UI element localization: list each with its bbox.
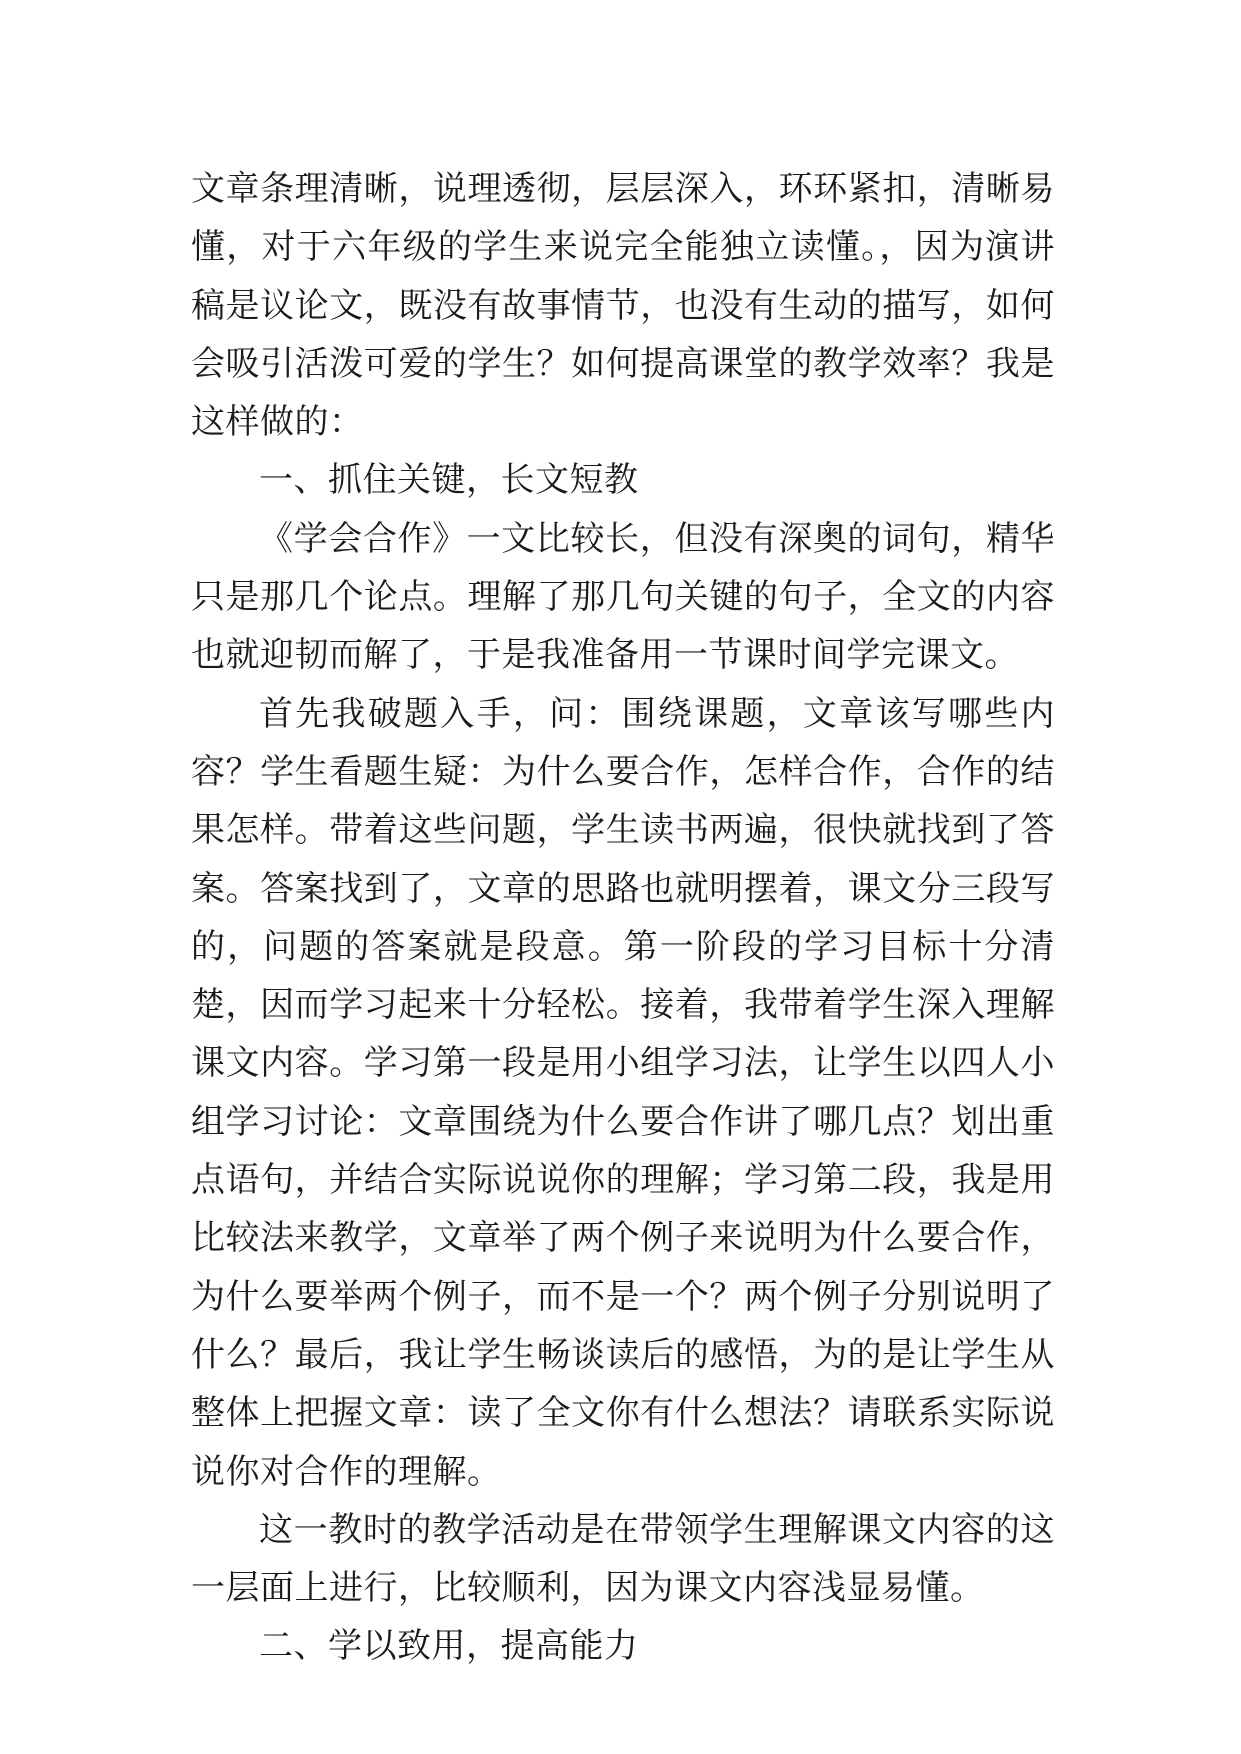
document-body	[191, 160, 1055, 1676]
section-heading-1: 一、抓住关键，长文短教	[259, 460, 639, 501]
section-heading-2: 二、学以致用，提高能力	[259, 1626, 639, 1667]
paragraph-key-points: 《学会合作》一文比较长，但没有深奥的词句，精华只是那几个论点。理解了那几句关键的句子，全文的内容也就迎韧而解了，于是我准备用一节课时间学完课文。	[191, 518, 1055, 676]
paragraph-intro: 文章条理清晰，说理透彻，层层深入，环环紧扣，清晰易懂，对于六年级的学生来说完全能独立读懂。，因为演讲稿是议论文，既没有故事情节，也没有生动的描写，如何会吸引活泼可爱的学生？如何提高课堂的教学效率？我是这样做的：	[191, 169, 1055, 443]
paragraph-summary: 这一教时的教学活动是在带领学生理解课文内容的这一层面上进行，比较顺利，因为课文内容浅显易懂。	[191, 1509, 1055, 1609]
paragraph-teaching-process: 首先我破题入手，问：围绕课题，文章该写哪些内容？学生看题生疑：为什么要合作，怎样合作，合作的结果怎样。带着这些问题，学生读书两遍，很快就找到了答案。答案找到了，文章的思路也就明摆着，课文分三段写的，问题的答案就是段意。第一阶段的学习目标十分清楚，因而学习起来十分轻松。接着，我带着学生深入理解课文内容。学习第一段是用小组学习法，让学生以四人小组学习讨论：文章围绕为什么要合作讲了哪几点？划出重点语句，并结合实际说说你的理解；学习第二段，我是用比较法来教学，文章举了两个例子来说明为什么要合作，为什么要举两个例子，而不是一个？两个例子分别说明了什么？最后，我让学生畅谈读后的感悟，为的是让学生从整体上把握文章：读了全文你有什么想法？请联系实际说说你对合作的理解。	[191, 693, 1055, 1492]
